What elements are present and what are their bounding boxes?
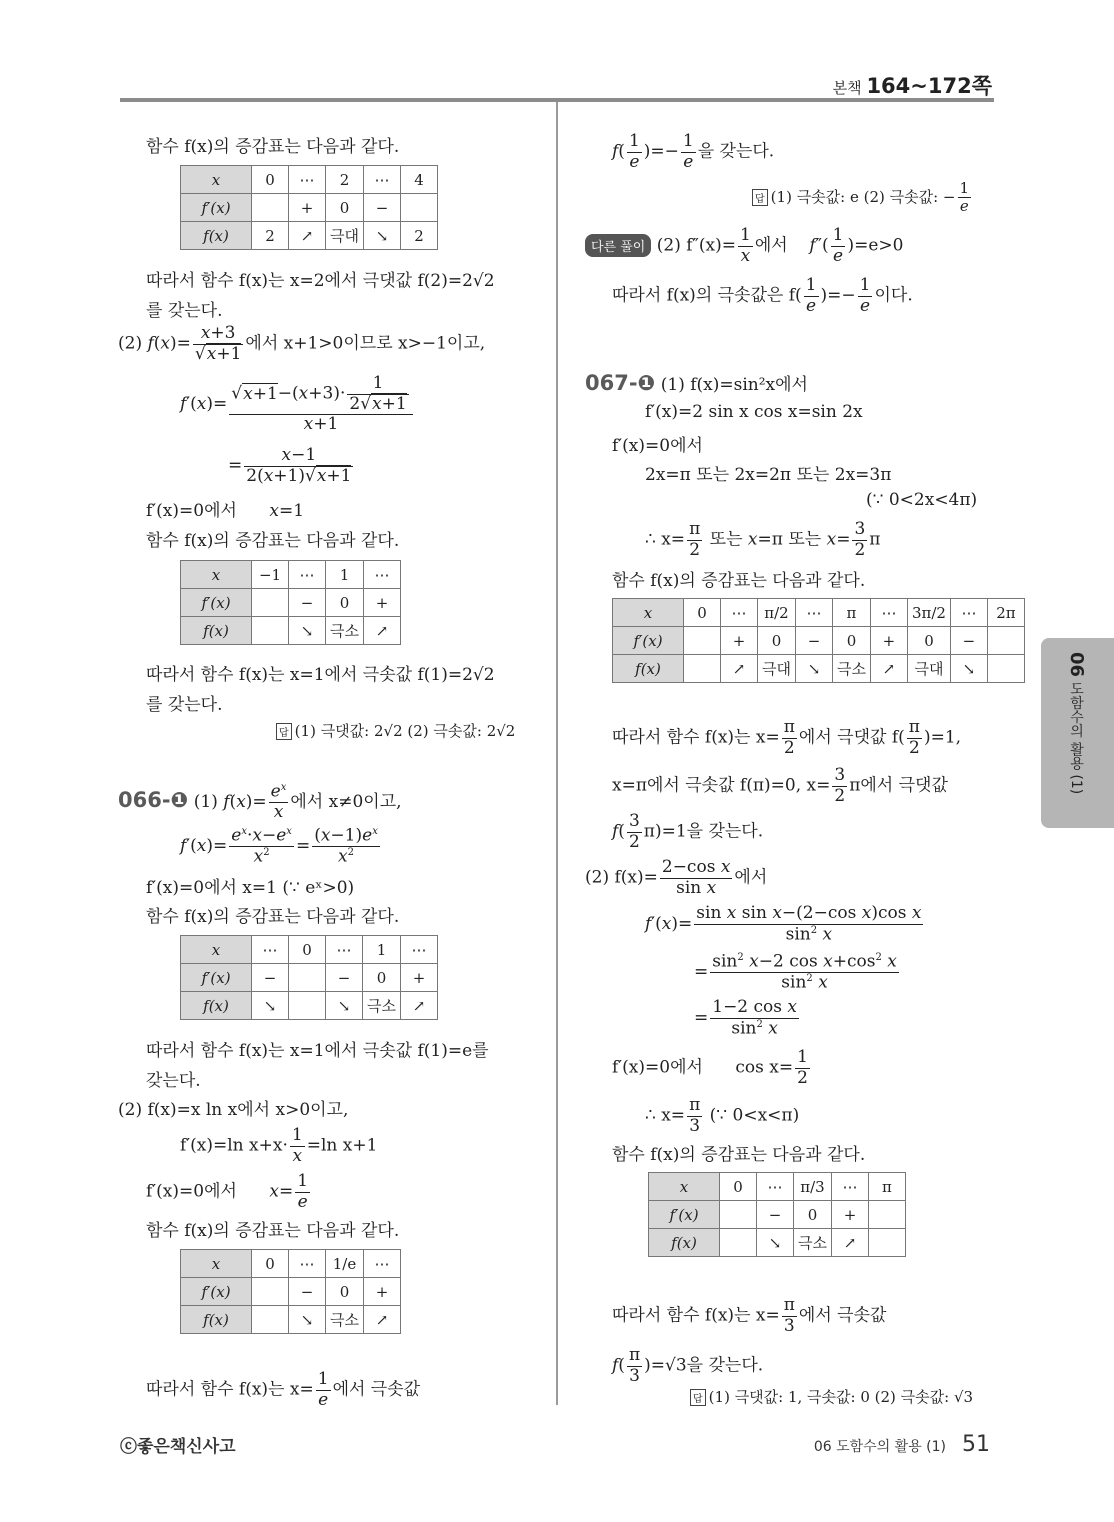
row-header: x bbox=[181, 166, 252, 194]
table-cell bbox=[252, 1278, 289, 1306]
chapter-number: 06 bbox=[1066, 652, 1087, 678]
table-cell bbox=[252, 617, 289, 645]
result-tail: 을 갖는다. bbox=[697, 141, 775, 162]
table-cell bbox=[720, 1229, 757, 1257]
table-cell: 4 bbox=[400, 166, 437, 194]
table-cell: 0 bbox=[758, 627, 796, 655]
alternative-solution: 다른 풀이 (2) f″(x)= $\frac{1}{x}$ 에서 f″( $\frac{1}{e}$ )=e>0 bbox=[585, 226, 903, 266]
table-cell: + bbox=[721, 627, 758, 655]
table-cell: 0 bbox=[720, 1173, 757, 1201]
table-cell: ⋯ bbox=[831, 1173, 868, 1201]
derivative-start: f′(x)=ln x+x· bbox=[180, 1135, 288, 1156]
table-cell: 극소 bbox=[794, 1229, 832, 1257]
or-word: 또는 bbox=[709, 529, 743, 550]
table-cell: −1 bbox=[252, 561, 289, 589]
table-cell: ⋯ bbox=[795, 599, 832, 627]
table-cell: + bbox=[831, 1201, 868, 1229]
table-cell bbox=[868, 1229, 905, 1257]
table-cell: − bbox=[289, 1278, 326, 1306]
table-cell: 극소 bbox=[326, 617, 364, 645]
row-header: x bbox=[649, 1173, 720, 1201]
therefore: ∴ x= bbox=[645, 529, 686, 550]
table-row bbox=[181, 617, 401, 645]
table-row bbox=[181, 561, 401, 589]
table-cell: ⋯ bbox=[363, 1250, 400, 1278]
derivative-066: f′(x)= $\frac{e^x\cdot x-e^x}{x^2}$ = $\frac{(x-1)e^x}{x^2}$ bbox=[180, 825, 378, 867]
critical-point: f′(x)=0에서 x= $\frac{1}{e}$ bbox=[146, 1171, 309, 1212]
result-text: 따라서 함수 f(x)는 x= $\frac{\pi}{2}$ 에서 극댓값 f( $\frac{\pi}{2}$ )=1, bbox=[612, 717, 962, 758]
table-cell: − bbox=[252, 964, 289, 992]
table-cell: + bbox=[400, 964, 437, 992]
answer-text: (1) 극솟값: e (2) 극솟값: − bbox=[770, 187, 956, 206]
table-cell: 2π bbox=[987, 599, 1024, 627]
chapter-title: 도함수의 활용 (1) bbox=[1068, 681, 1084, 795]
part-label: (1) bbox=[193, 791, 218, 812]
part-1: (1) f(x)=sin²x에서 bbox=[660, 375, 808, 395]
result-continued: f( $\frac{1}{e}$ )=− $\frac{1}{e}$ 을 갖는다. bbox=[612, 131, 775, 172]
table-cell: ↗ bbox=[363, 1306, 400, 1334]
table-row bbox=[181, 1306, 401, 1334]
table-cell: − bbox=[795, 627, 832, 655]
row-header: f(x) bbox=[181, 617, 252, 645]
table-cell: 극대 bbox=[326, 222, 364, 250]
result-end: 에서 극솟값 bbox=[798, 1305, 887, 1326]
fprime-zero: f′(x)=0에서 bbox=[146, 501, 237, 521]
derivative-end: =ln x+1 bbox=[306, 1135, 378, 1156]
page-header bbox=[833, 70, 992, 100]
table-cell bbox=[868, 1201, 905, 1229]
problem-067 bbox=[585, 370, 808, 395]
table-cell: ⋯ bbox=[950, 599, 987, 627]
result-start: 따라서 함수 f(x)는 x= bbox=[612, 727, 780, 748]
intro-text: 함수 f(x)의 증감표는 다음과 같다. bbox=[612, 1145, 866, 1165]
fprime-zero: f′(x)=0에서 bbox=[146, 1181, 237, 1202]
table-cell: 0 bbox=[363, 964, 401, 992]
derivative-067-2: f′(x)= $\frac{\text{sin x sin x−(2−cos x)cos x}}{\sin^2 x}$ bbox=[645, 903, 922, 945]
solution-x: ∴ x= $\frac{\pi}{3}$ (∵ 0<x<π) bbox=[645, 1095, 800, 1136]
table-cell bbox=[252, 589, 289, 617]
result-start: x=π에서 극솟값 f(π)=0, x= bbox=[612, 775, 831, 796]
row-header: f(x) bbox=[181, 1306, 252, 1334]
table-cell: ⋯ bbox=[252, 936, 289, 964]
problem-number: 067-❶ bbox=[585, 371, 656, 395]
derivative-066-2: f′(x)=ln x+x· $\frac{1}{x}$ =ln x+1 bbox=[180, 1125, 378, 1166]
table-cell bbox=[684, 627, 721, 655]
table-row bbox=[649, 1201, 906, 1229]
esuh: 에서 bbox=[754, 235, 788, 256]
alt-end: 이다. bbox=[874, 285, 913, 306]
footer-chapter: 06 도함수의 활용 (1) bbox=[813, 1439, 946, 1455]
increase-decrease-table-4 bbox=[180, 1249, 401, 1334]
chapter-tab-label bbox=[1066, 652, 1087, 794]
critical-point: f′(x)=0에서 x=1 (∵ eˣ>0) bbox=[146, 878, 355, 898]
table-cell: ⋯ bbox=[400, 936, 437, 964]
table-cell: ⋯ bbox=[289, 166, 326, 194]
table-cell: ↗ bbox=[400, 992, 437, 1020]
table-cell: 0 bbox=[326, 194, 364, 222]
table-cell: π/2 bbox=[758, 599, 796, 627]
table-cell: π/3 bbox=[794, 1173, 832, 1201]
row-header: x bbox=[181, 561, 252, 589]
or-word: 또는 bbox=[788, 529, 822, 550]
page-footer bbox=[814, 1432, 990, 1457]
answer-mark-icon: 답 bbox=[276, 723, 292, 740]
cos-eq: cos x= bbox=[735, 1057, 794, 1078]
table-cell: π bbox=[832, 599, 870, 627]
result-text: 따라서 함수 f(x)는 x= $\frac{1}{e}$ 에서 극솟값 bbox=[146, 1369, 421, 1410]
table-cell: 극소 bbox=[832, 655, 870, 683]
table-cell: ⋯ bbox=[289, 561, 326, 589]
result-text-2: x=π에서 극솟값 f(π)=0, x= $\frac{3}{2}$ π에서 극댓값 bbox=[612, 765, 948, 806]
table-cell: π bbox=[868, 1173, 905, 1201]
result-tail: 를 갖는다. bbox=[146, 695, 223, 715]
table-cell: ↗ bbox=[831, 1229, 868, 1257]
table-cell: 극소 bbox=[363, 992, 401, 1020]
table-cell: ⋯ bbox=[363, 166, 400, 194]
table-cell: 0 bbox=[252, 166, 289, 194]
critical-point: f′(x)=0에서 x=1 bbox=[146, 501, 305, 521]
table-cell: ↗ bbox=[721, 655, 758, 683]
increase-decrease-table-6 bbox=[648, 1172, 906, 1257]
table-cell: ⋯ bbox=[870, 599, 907, 627]
table-cell: 2 bbox=[326, 166, 364, 194]
table-cell: 1 bbox=[326, 561, 364, 589]
book-label: 본책 bbox=[832, 79, 862, 97]
table-cell: 2 bbox=[252, 222, 289, 250]
intro-text: 함수 f(x)의 증감표는 다음과 같다. bbox=[146, 1221, 400, 1241]
result-end: π에서 극댓값 bbox=[849, 775, 948, 796]
table-row bbox=[181, 166, 438, 194]
table-cell: 0 bbox=[326, 589, 364, 617]
table-row bbox=[613, 599, 1025, 627]
intro-text: 함수 f(x)의 증감표는 다음과 같다. bbox=[146, 137, 400, 157]
derivative-formula: f′(x)= √x+1−(x+3)· $\frac{1}{2√x+1}$ x+1 bbox=[180, 374, 415, 435]
answer-text: (1) 극댓값: 2√2 (2) 극솟값: 2√2 bbox=[294, 722, 516, 740]
critical-point: f′(x)=0에서 cos x= $\frac{1}{2}$ bbox=[612, 1047, 808, 1088]
row-header: f′(x) bbox=[181, 964, 252, 992]
table-cell: − bbox=[950, 627, 987, 655]
result-mid: 에서 극댓값 f bbox=[798, 727, 899, 748]
alt-solution-badge: 다른 풀이 bbox=[585, 234, 651, 257]
table-row bbox=[181, 992, 438, 1020]
problem-number: 066-❶ bbox=[118, 787, 189, 812]
condition-text: 에서 x≠0이고, bbox=[290, 791, 402, 812]
problem-066: 066-❶ (1) f(x)= $\frac{e^x}{x}$ 에서 x≠0이고, bbox=[118, 781, 402, 823]
table-cell bbox=[252, 194, 289, 222]
derivative-simplified: = $\frac{x-1}{2(x+1)√x+1}$ bbox=[228, 445, 352, 486]
table-cell bbox=[289, 964, 326, 992]
result-end: =1을 갖는다. bbox=[661, 821, 764, 842]
result-start: 따라서 함수 f(x)는 x= bbox=[612, 1305, 780, 1326]
table-cell: ↘ bbox=[795, 655, 832, 683]
result-tail: 갖는다. bbox=[146, 1071, 201, 1091]
table-cell: ↗ bbox=[363, 617, 400, 645]
table-cell bbox=[289, 992, 326, 1020]
column-divider bbox=[556, 102, 558, 1405]
row-header: f(x) bbox=[181, 992, 252, 1020]
table-row bbox=[181, 194, 438, 222]
critical-point: f′(x)=0에서 bbox=[612, 436, 703, 456]
table-cell: ↘ bbox=[252, 992, 289, 1020]
intro-text: 함수 f(x)의 증감표는 다음과 같다. bbox=[146, 907, 400, 927]
equation-solutions: 2x=π 또는 2x=2π 또는 2x=3π bbox=[645, 465, 892, 485]
result-text: 따라서 함수 f(x)는 x= $\frac{\pi}{3}$ 에서 극솟값 bbox=[612, 1295, 887, 1336]
result-text: 따라서 함수 f(x)는 x=2에서 극댓값 f(2)=2√2 bbox=[146, 271, 495, 291]
table-row bbox=[181, 1250, 401, 1278]
table-cell: 0 bbox=[289, 936, 326, 964]
derivative-step-2: = $\frac{\sin^2 x-2 \cos x+\cos^2 x}{\sin^2 x}$ bbox=[694, 951, 897, 993]
table-cell: ↘ bbox=[289, 1306, 326, 1334]
row-header: f′(x) bbox=[181, 194, 252, 222]
answer-text: (1) 극댓값: 1, 극솟값: 0 (2) 극솟값: √3 bbox=[708, 1388, 974, 1406]
table-row bbox=[613, 655, 1025, 683]
table-cell: − bbox=[326, 964, 363, 992]
table-cell: + bbox=[363, 1278, 400, 1306]
table-cell: ⋯ bbox=[289, 1250, 326, 1278]
page-number: 51 bbox=[962, 1432, 990, 1457]
result-tail: 를 갖는다. bbox=[146, 301, 223, 321]
increase-decrease-table-1 bbox=[180, 165, 438, 250]
alt-result: 따라서 f(x)의 극솟값은 f( $\frac{1}{e}$ )=− $\frac{1}{e}$ 이다. bbox=[612, 275, 913, 316]
table-cell bbox=[987, 655, 1024, 683]
table-cell: ↘ bbox=[289, 617, 326, 645]
row-header: f′(x) bbox=[181, 589, 252, 617]
table-cell: ↘ bbox=[363, 222, 400, 250]
table-cell: 1 bbox=[363, 936, 401, 964]
intro-text: 함수 f(x)의 증감표는 다음과 같다. bbox=[612, 571, 866, 591]
table-cell: − bbox=[363, 194, 400, 222]
table-cell: ↗ bbox=[289, 222, 326, 250]
table-cell: − bbox=[757, 1201, 794, 1229]
table-cell: ↘ bbox=[950, 655, 987, 683]
alt-eq: =− bbox=[827, 285, 856, 306]
table-cell bbox=[252, 1306, 289, 1334]
table-cell: 0 bbox=[252, 1250, 289, 1278]
problem-part-2: (2) f(x)= $\frac{\text{2−cos x}}{\text{sin x}}$ 에서 bbox=[585, 857, 768, 898]
table-cell bbox=[400, 194, 437, 222]
table-cell: ↘ bbox=[326, 992, 363, 1020]
table-cell: ⋯ bbox=[326, 936, 363, 964]
table-row bbox=[181, 222, 438, 250]
answer-mark-icon: 답 bbox=[690, 1389, 706, 1406]
result-end: =√3을 갖는다. bbox=[650, 1355, 764, 1376]
table-cell: 0 bbox=[326, 1278, 364, 1306]
row-header: x bbox=[181, 1250, 252, 1278]
row-header: f′(x) bbox=[181, 1278, 252, 1306]
result-text-2: f( $\frac{\pi}{3}$ )=√3을 갖는다. bbox=[612, 1345, 764, 1386]
table-cell bbox=[684, 655, 721, 683]
table-cell: 2 bbox=[400, 222, 437, 250]
table-cell bbox=[720, 1201, 757, 1229]
table-cell: + bbox=[363, 589, 400, 617]
table-cell: + bbox=[289, 194, 326, 222]
table-cell: 1/e bbox=[326, 1250, 364, 1278]
alt-tail: =e>0 bbox=[854, 235, 904, 256]
table-cell: 극대 bbox=[907, 655, 950, 683]
publisher-logo: ⓒ좋은책신사고 bbox=[120, 1437, 236, 1457]
answer-067 bbox=[690, 1386, 973, 1407]
derivative-step-3: = $\frac{\text{1−2 cos x}}{\sin^2 x}$ bbox=[694, 997, 798, 1039]
result-text-3: f( $\frac{3}{2}$ π)=1을 갖는다. bbox=[612, 811, 764, 852]
esuh: 에서 bbox=[734, 867, 768, 888]
row-header: x bbox=[181, 936, 252, 964]
table-cell: 0 bbox=[832, 627, 870, 655]
increase-decrease-table-5 bbox=[612, 598, 1025, 683]
row-header: f(x) bbox=[649, 1229, 720, 1257]
table-cell: 0 bbox=[684, 599, 721, 627]
result-start: 따라서 함수 f(x)는 x= bbox=[146, 1379, 314, 1400]
table-cell: 0 bbox=[794, 1201, 832, 1229]
alt-result-start: 따라서 f(x)의 극솟값은 f bbox=[612, 285, 796, 306]
range-condition: (∵ 0<2x<4π) bbox=[866, 490, 978, 510]
table-cell: ⋯ bbox=[721, 599, 758, 627]
table-cell: ↘ bbox=[757, 1229, 794, 1257]
problem-part-2: (2) f(x)= $\frac{x+3}{√x+1}$ 에서 x+1>0이므로 x>−1이고, bbox=[118, 323, 486, 364]
solutions: ∴ x= $\frac{\pi}{2}$ 또는 x=π 또는 x= $\frac{3}{2}$ π bbox=[645, 519, 881, 560]
result-end: 에서 극솟값 bbox=[332, 1379, 421, 1400]
table-cell bbox=[987, 627, 1024, 655]
table-cell: ↗ bbox=[870, 655, 907, 683]
table-cell: 극소 bbox=[326, 1306, 364, 1334]
row-header: f(x) bbox=[613, 655, 684, 683]
answer-066: 답 (1) 극솟값: e (2) 극솟값: − $\frac{1}{e}$ bbox=[752, 180, 973, 216]
table-cell: − bbox=[289, 589, 326, 617]
intro-text: 함수 f(x)의 증감표는 다음과 같다. bbox=[146, 531, 400, 551]
table-row bbox=[613, 627, 1025, 655]
table-cell: + bbox=[870, 627, 907, 655]
condition-text: 에서 x+1>0이므로 x>−1이고, bbox=[245, 333, 486, 354]
row-header: x bbox=[613, 599, 684, 627]
page-range: 164~172쪽 bbox=[866, 74, 992, 98]
result-text: 따라서 함수 f(x)는 x=1에서 극솟값 f(1)=e를 bbox=[146, 1041, 489, 1061]
range-condition: (∵ 0<x<π) bbox=[709, 1105, 800, 1126]
table-row bbox=[181, 964, 438, 992]
answer-mark-icon: 답 bbox=[752, 189, 768, 206]
table-row bbox=[181, 1278, 401, 1306]
derivative-067: f′(x)=2 sin x cos x=sin 2x bbox=[645, 402, 863, 422]
row-header: f′(x) bbox=[613, 627, 684, 655]
table-cell: 0 bbox=[907, 627, 950, 655]
table-row bbox=[181, 589, 401, 617]
table-cell: 극대 bbox=[758, 655, 796, 683]
table-row bbox=[649, 1173, 906, 1201]
fprime-zero: f′(x)=0에서 bbox=[612, 1057, 703, 1078]
increase-decrease-table-3 bbox=[180, 935, 438, 1020]
therefore: ∴ x= bbox=[645, 1105, 686, 1126]
alt-line: (2) f″(x)= bbox=[656, 235, 737, 256]
row-header: f(x) bbox=[181, 222, 252, 250]
increase-decrease-table-2 bbox=[180, 560, 401, 645]
table-row bbox=[181, 936, 438, 964]
table-cell: 3π/2 bbox=[907, 599, 950, 627]
part-2-start: (2) f(x)= bbox=[585, 867, 658, 888]
row-header: f′(x) bbox=[649, 1201, 720, 1229]
result-end: =1, bbox=[930, 727, 962, 748]
answer-065 bbox=[276, 720, 515, 741]
result-text: 따라서 함수 f(x)는 x=1에서 극솟값 f(1)=2√2 bbox=[146, 665, 495, 685]
problem-part-2: (2) f(x)=x ln x에서 x>0이고, bbox=[118, 1100, 349, 1120]
table-cell: ⋯ bbox=[363, 561, 400, 589]
table-cell: ⋯ bbox=[757, 1173, 794, 1201]
table-row bbox=[649, 1229, 906, 1257]
